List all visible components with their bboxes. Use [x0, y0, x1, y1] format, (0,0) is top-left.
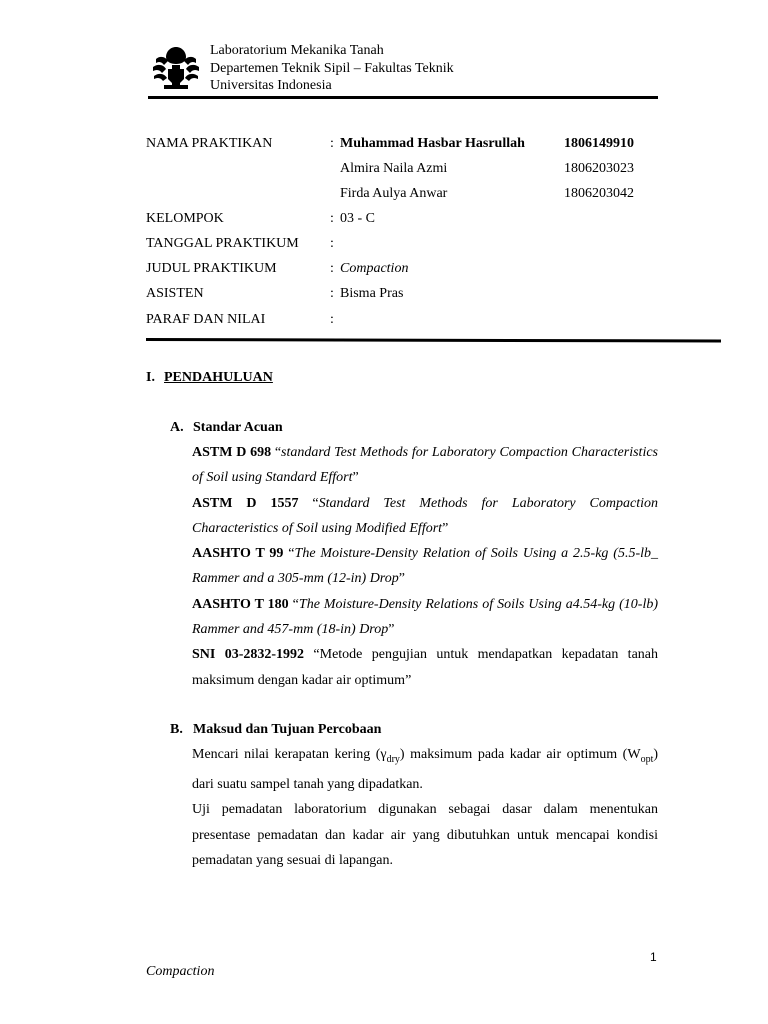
subscript-dry: dry — [386, 753, 400, 765]
quote-open: “ — [304, 647, 320, 663]
subsection-title: Standar Acuan — [193, 420, 283, 435]
colon: : — [330, 286, 334, 301]
member-nim: 1806203023 — [564, 161, 634, 176]
subscript-opt: opt — [640, 753, 654, 765]
member-name: Muhammad Hasbar Hasrullah — [340, 136, 525, 151]
tanggal-label: TANGGAL PRAKTIKUM — [146, 236, 299, 251]
member-name: Firda Aulya Anwar — [340, 186, 448, 201]
kelompok-label: KELOMPOK — [146, 211, 224, 226]
reference-item — [192, 440, 658, 491]
gamma-symbol: γ — [380, 747, 387, 762]
subsection-letter: B. — [170, 722, 183, 737]
university-name: Universitas Indonesia — [210, 78, 332, 93]
reference-item — [192, 541, 658, 592]
reference-title: standard Test Methods for Laboratory Compaction Characteristics of Soil using Standard Effort — [192, 445, 658, 486]
section-title: PENDAHULUAN — [164, 370, 273, 385]
quote-close: ” — [398, 571, 405, 587]
university-logo — [150, 43, 202, 93]
header-rule — [148, 96, 658, 99]
section-number: I. — [146, 370, 155, 385]
reference-list — [192, 440, 658, 693]
quote-open: “ — [283, 546, 295, 562]
objective-paragraph: Uji pemadatan laboratorium digunakan sebagai dasar dalam menentukan presentase pemadatan dan kadar air yang dibutuhkan untuk mencapai kondisi pemadatan yang sesuai di lapangan. — [192, 802, 658, 868]
reference-title: The Moisture-Density Relations of Soils Using a4.54-kg (10-lb) Rammer and 457-mm (18-in) Drop — [192, 596, 659, 638]
asisten-value: Bisma Pras — [340, 286, 404, 301]
text-run: ) maksimum pada kadar air optimum (W — [399, 747, 641, 762]
colon: : — [330, 261, 334, 276]
reference-title: Metode pengujian untuk mendapatkan kepadatan tanah maksimum dengan kadar air optimum — [192, 647, 659, 688]
reference-title: The Moisture-Density Relation of Soils Using a 2.5-kg (5.5-lb_ Rammer and a 305-mm (12-in) Drop — [192, 546, 659, 587]
reference-code: AASHTO T 180 — [192, 596, 289, 612]
lab-name: Laboratorium Mekanika Tanah — [210, 43, 384, 58]
colon: : — [330, 211, 334, 226]
asisten-label: ASISTEN — [146, 286, 204, 301]
text-run: Mencari nilai kerapatan kering ( — [192, 747, 381, 762]
reference-code: AASHTO T 99 — [192, 546, 284, 562]
reference-title: Standard Test Methods for Laboratory Compaction Characteristics of Soil using Modified Effort — [192, 495, 659, 536]
subsection-letter: A. — [170, 420, 184, 435]
quote-open: “ — [271, 445, 282, 460]
quote-close: ” — [442, 520, 449, 536]
objective-text — [192, 742, 658, 873]
quote-open: “ — [298, 495, 319, 511]
member-name: Almira Naila Azmi — [340, 161, 448, 176]
objective-paragraph — [192, 742, 658, 797]
nama-praktikan-label: NAMA PRAKTIKAN — [146, 136, 273, 151]
colon: : — [330, 136, 334, 151]
info-rule — [146, 338, 721, 343]
reference-code: SNI 03-2832-1992 — [192, 647, 305, 663]
quote-close: ” — [388, 622, 395, 638]
department-name: Departemen Teknik Sipil – Fakultas Teknik — [210, 61, 454, 76]
quote-close: ” — [405, 672, 412, 688]
reference-code: ASTM D 698 — [192, 445, 272, 460]
judul-label: JUDUL PRAKTIKUM — [146, 261, 277, 276]
reference-item — [192, 491, 658, 542]
colon: : — [330, 236, 334, 251]
reference-item — [192, 592, 658, 643]
text-run: ) dari suatu sampel tanah yang dipadatkan. — [192, 747, 659, 793]
quote-close: ” — [352, 470, 359, 486]
quote-open: “ — [288, 596, 299, 612]
colon: : — [330, 312, 334, 327]
footer-title: Compaction — [146, 964, 215, 979]
member-nim: 1806203042 — [564, 186, 634, 201]
member-nim: 1806149910 — [564, 136, 634, 151]
kelompok-value: 03 - C — [340, 211, 375, 226]
paraf-label: PARAF DAN NILAI — [146, 312, 266, 327]
page-number: 1 — [650, 950, 657, 964]
reference-item — [192, 642, 658, 693]
judul-value: Compaction — [340, 261, 409, 276]
subsection-title: Maksud dan Tujuan Percobaan — [193, 722, 382, 737]
reference-code: ASTM D 1557 — [192, 495, 299, 511]
